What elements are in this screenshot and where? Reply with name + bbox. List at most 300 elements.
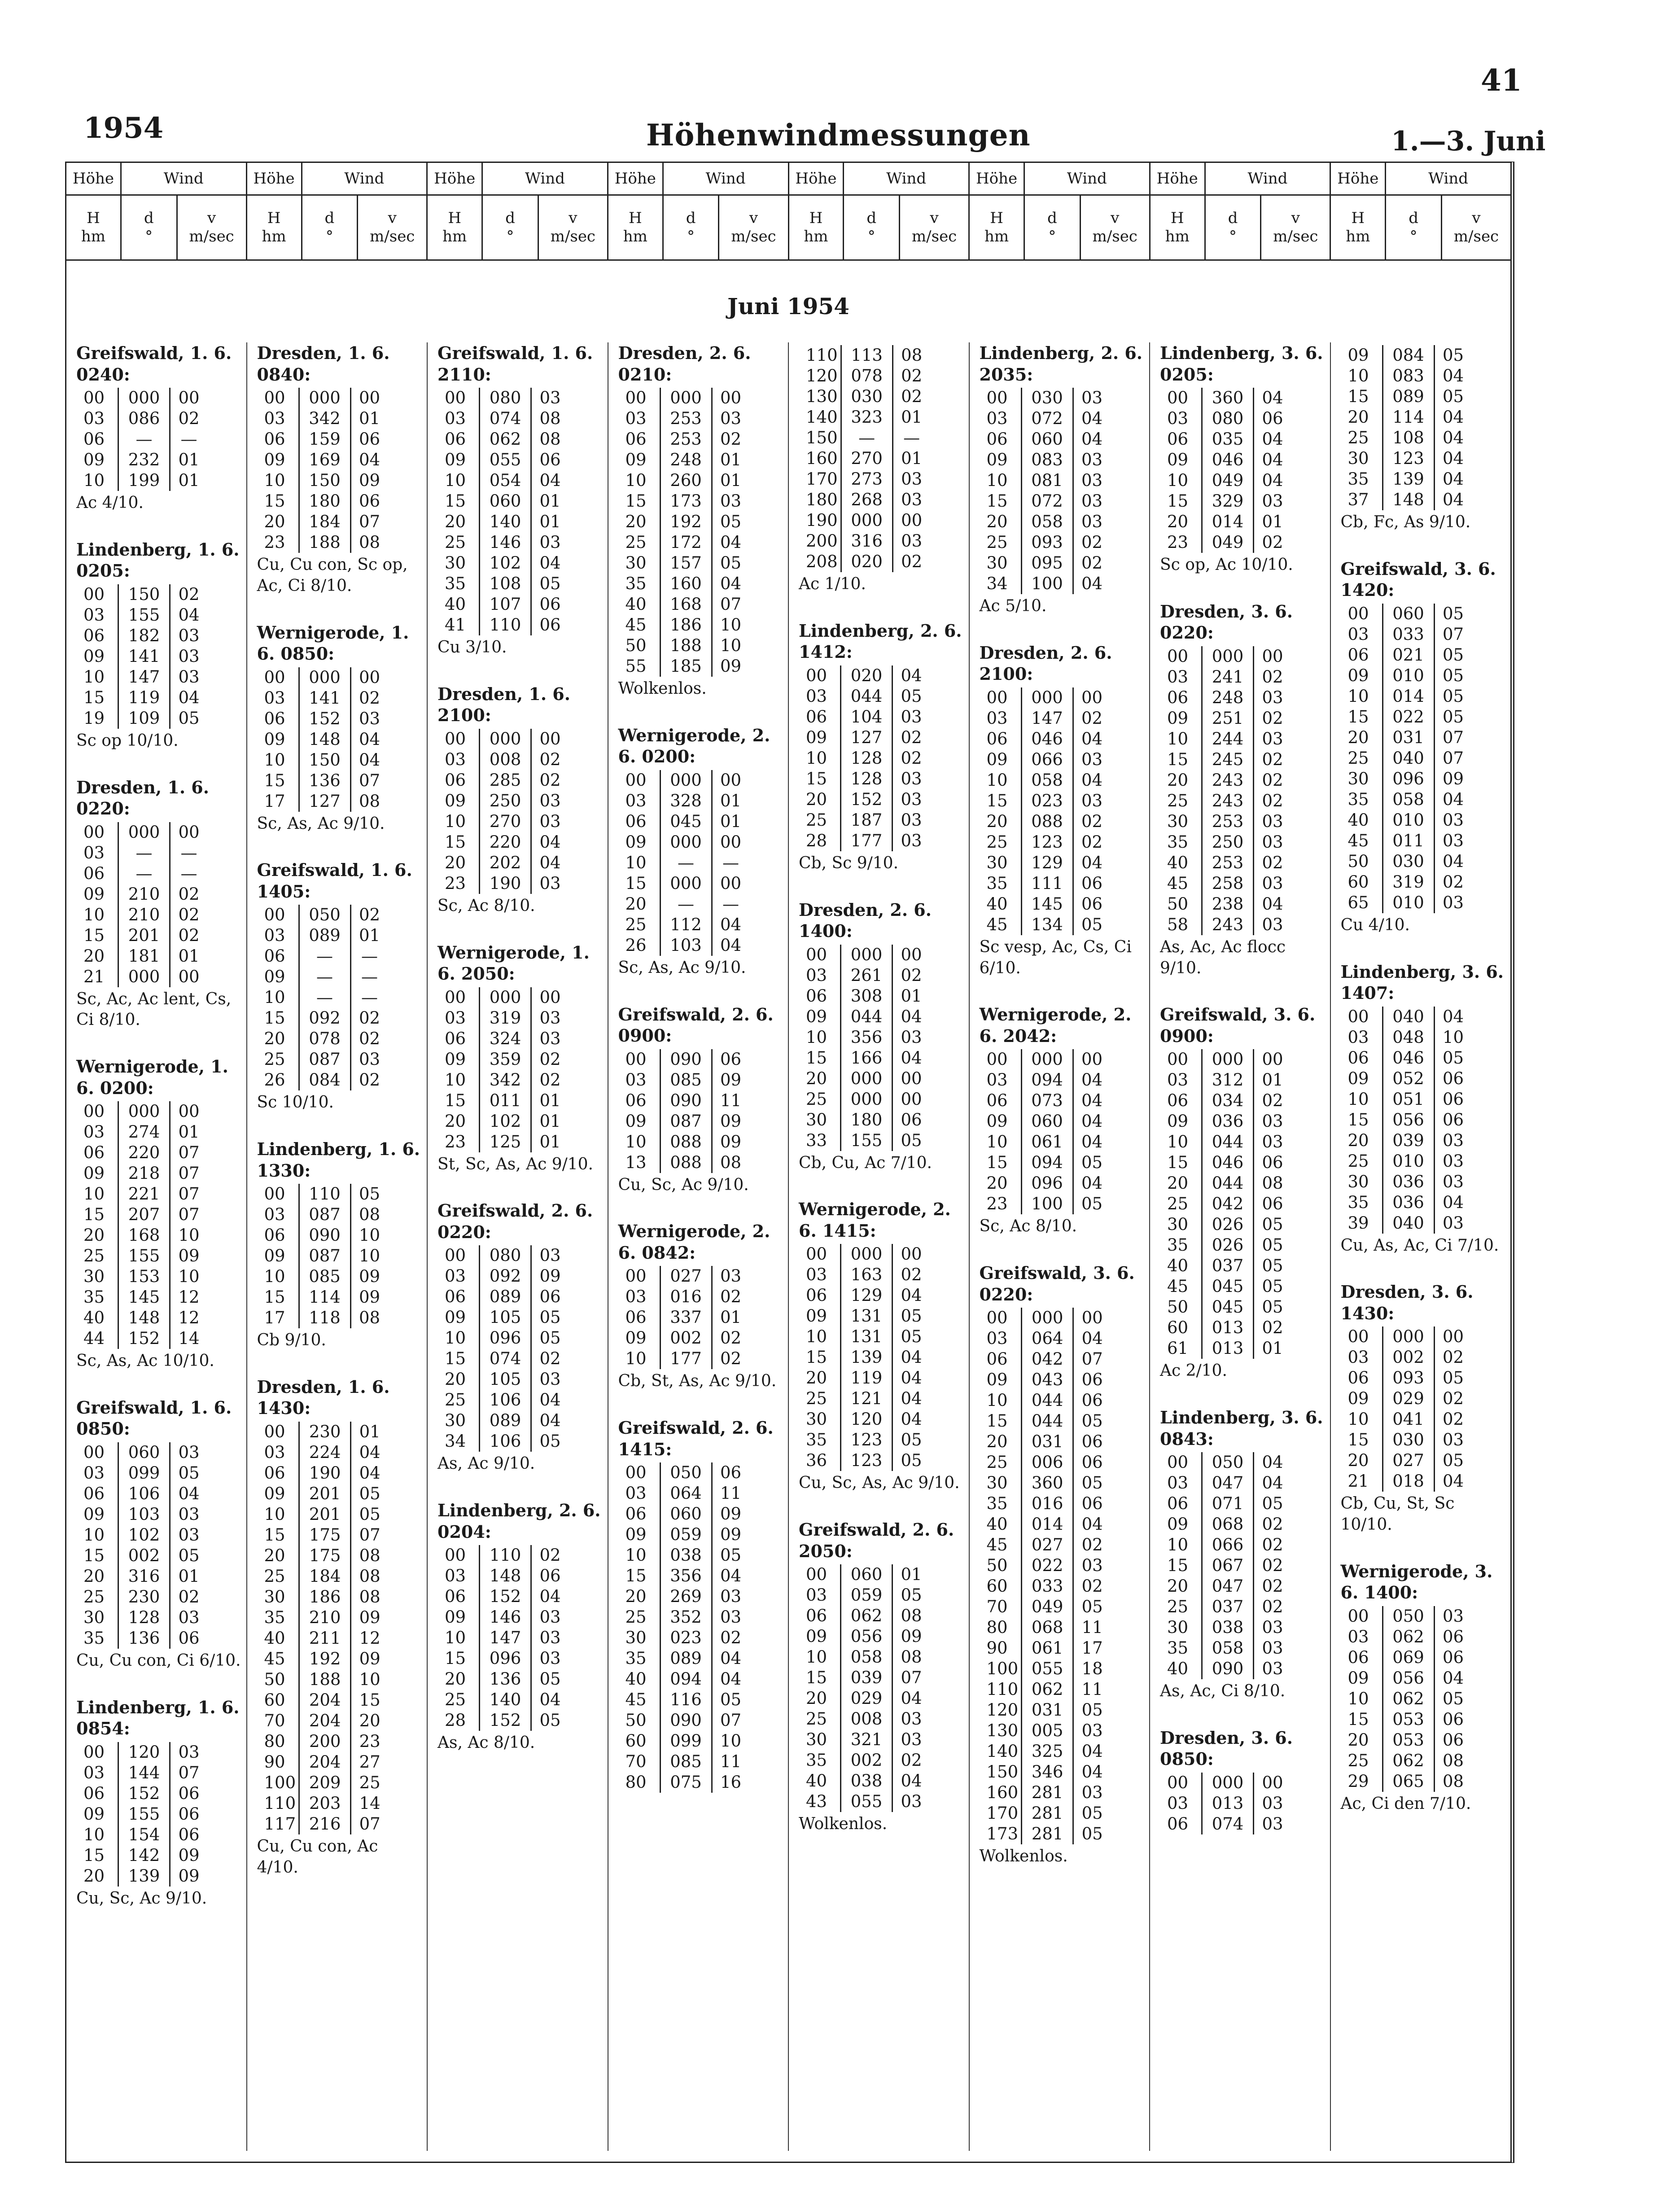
height-cell: 06 [264, 709, 285, 728]
table-row [1164, 1049, 1291, 1070]
height-cell: 60 [1167, 1318, 1189, 1338]
station-block [438, 342, 604, 658]
direction-cell: 147 [480, 1628, 531, 1648]
speed-cell: 06 [1442, 1068, 1464, 1088]
height-cell: 06 [264, 429, 285, 449]
height-cell: 15 [83, 925, 105, 945]
table-row [442, 1545, 569, 1566]
speed-cell: 05 [178, 1545, 200, 1565]
direction-cell: 060 [480, 491, 531, 512]
height-cell: 06 [986, 1349, 1008, 1369]
speed-cell: 05 [539, 1669, 561, 1689]
direction-cell: 142 [118, 1845, 170, 1866]
wind-table [623, 1462, 749, 1793]
height-cell: 10 [1348, 1089, 1369, 1109]
height-cell: 15 [264, 491, 285, 511]
direction-cell: 088 [660, 1132, 712, 1152]
height-cell: 03 [806, 965, 827, 985]
table-row [442, 1710, 569, 1731]
direction-cell: 029 [1382, 1388, 1434, 1409]
speed-cell: 01 [901, 986, 922, 1006]
speed-cell: 03 [901, 1792, 922, 1812]
speed-cell: 05 [1442, 707, 1464, 727]
height-cell: 10 [806, 1027, 827, 1047]
speed-cell: 04 [539, 1690, 561, 1710]
direction-cell: 094 [660, 1669, 712, 1690]
speed-cell: 02 [359, 1029, 381, 1049]
direction-cell: 053 [1382, 1709, 1434, 1730]
speed-cell: 06 [539, 595, 561, 614]
station-title: Wernigerode, 1. 6. 2050: [438, 942, 590, 984]
direction-cell: 329 [1202, 491, 1254, 512]
direction-cell: 060 [1382, 604, 1434, 624]
table-row [81, 1163, 207, 1184]
speed-cell: 06 [1262, 409, 1283, 428]
speed-cell: 04 [1081, 1132, 1103, 1152]
speed-cell: 07 [720, 1711, 742, 1730]
direction-cell: 000 [841, 1068, 892, 1089]
height-cell: 00 [625, 1463, 647, 1483]
height-cell: 06 [83, 1143, 105, 1163]
height-cell: 00 [83, 584, 105, 604]
direction-cell: 187 [841, 810, 892, 831]
direction-cell: 108 [480, 573, 531, 594]
table-row [1345, 1027, 1472, 1048]
speed-cell: 09 [359, 471, 381, 490]
station-title: Lindenberg, 1. 6. 0854: [76, 1697, 240, 1739]
cloud-note: As, Ac 8/10. [438, 1734, 535, 1752]
page-column [969, 342, 1150, 2151]
table-row [442, 1029, 569, 1049]
direction-cell: 023 [1021, 791, 1073, 811]
height-cell: 03 [806, 1585, 827, 1605]
height-cell: 10 [83, 1184, 105, 1204]
height-cell: 45 [986, 915, 1008, 934]
speed-cell: 02 [1262, 533, 1283, 552]
table-row [623, 873, 749, 894]
table-row [984, 532, 1111, 553]
speed-cell: 02 [1081, 1576, 1103, 1596]
table-row [623, 1111, 749, 1132]
direction-cell: 083 [1021, 450, 1073, 470]
speed-cell: 05 [539, 1328, 561, 1348]
direction-cell: 062 [841, 1606, 892, 1626]
direction-cell: 118 [299, 1308, 350, 1328]
table-row [81, 1804, 207, 1825]
table-row [984, 853, 1111, 873]
height-cell: 03 [83, 843, 105, 862]
direction-cell: 000 [841, 945, 892, 965]
speed-cell: 02 [901, 366, 923, 385]
table-row [1164, 749, 1291, 770]
table-row [262, 1545, 389, 1566]
height-cell: 10 [806, 748, 827, 768]
height-cell: 00 [83, 1742, 105, 1762]
speed-cell: 04 [901, 1348, 922, 1367]
height-cell: 35 [1348, 1192, 1369, 1212]
column-header-group [608, 163, 789, 259]
direction-cell: 325 [1022, 1741, 1073, 1762]
page-column [66, 342, 246, 2151]
column-header-group [428, 163, 608, 259]
direction-cell: 031 [1022, 1432, 1073, 1452]
height-cell: 60 [625, 1731, 647, 1751]
direction-cell: 131 [841, 1326, 892, 1347]
table-row [262, 1690, 389, 1711]
height-cell: 15 [1348, 387, 1369, 406]
speed-cell: 04 [1442, 428, 1464, 447]
height-cell: 35 [1167, 1638, 1189, 1658]
station-title: Wernigerode, 2. 6. 1415: [799, 1199, 951, 1241]
height-cell: 10 [806, 1647, 827, 1667]
table-row [803, 386, 930, 407]
speed-cell: 04 [359, 750, 381, 770]
wind-table [984, 1049, 1111, 1214]
direction-cell: 281 [1022, 1782, 1073, 1803]
direction-cell: 087 [299, 1246, 350, 1266]
direction-cell: 043 [1022, 1370, 1073, 1390]
table-row [442, 1648, 569, 1669]
table-row [442, 1607, 569, 1628]
height-cell: 43 [806, 1792, 827, 1812]
speed-cell: 03 [901, 769, 922, 788]
height-cell: 15 [83, 1205, 105, 1225]
table-row [81, 470, 207, 491]
speed-cell: 07 [1442, 624, 1464, 644]
direction-cell: 192 [660, 512, 712, 532]
table-row [984, 429, 1111, 450]
direction-cell: 000 [118, 1101, 170, 1122]
table-row [803, 1007, 930, 1027]
speed-cell: 02 [1081, 811, 1103, 831]
direction-cell: 153 [118, 1266, 170, 1287]
table-row [81, 708, 207, 729]
table-row [803, 1626, 930, 1647]
table-row [1345, 851, 1472, 872]
page-column [1149, 342, 1330, 2151]
table-frame [65, 162, 1514, 2163]
cloud-note: Cu 4/10. [1340, 915, 1410, 934]
table-row [803, 986, 930, 1007]
station-title: Dresden, 1. 6. 2100: [438, 683, 570, 726]
speed-cell: 07 [178, 1184, 200, 1204]
height-cell: 09 [806, 727, 827, 747]
speed-cell: 02 [178, 1587, 200, 1607]
wind-table [623, 770, 749, 956]
speed-cell: 05 [1081, 1194, 1103, 1214]
height-cell: 80 [986, 1618, 1008, 1637]
height-cell: 03 [83, 1122, 105, 1142]
table-row [984, 873, 1111, 894]
speed-cell: 03 [1262, 1814, 1283, 1834]
direction-cell: 010 [1382, 810, 1434, 831]
table-row [1164, 491, 1291, 512]
speed-cell: 09 [720, 1504, 742, 1524]
height-cell: 15 [83, 1845, 105, 1865]
direction-cell: 127 [299, 791, 350, 812]
direction-cell: 136 [118, 1628, 170, 1649]
direction-cell: 155 [118, 1804, 170, 1825]
speed-cell: 08 [1442, 1771, 1464, 1791]
speed-cell: 02 [720, 1328, 742, 1348]
height-cell: 00 [625, 770, 647, 790]
height-cell: 09 [445, 450, 466, 469]
direction-cell: 083 [1382, 366, 1434, 386]
direction-cell: 000 [118, 388, 170, 408]
height-cell: 35 [264, 1607, 285, 1627]
speed-cell: 03 [539, 533, 561, 552]
speed-cell: 02 [901, 748, 922, 768]
direction-cell: 232 [118, 450, 170, 470]
hm-unit: hm [1346, 228, 1370, 245]
table-row [623, 811, 749, 832]
speed-cell: 02 [1442, 1389, 1464, 1409]
ms-unit: m/sec [1092, 228, 1138, 245]
direction-cell: 030 [1382, 851, 1434, 872]
height-cell: 23 [986, 1194, 1008, 1214]
direction-cell: 168 [660, 594, 712, 615]
direction-cell: 106 [480, 1390, 531, 1410]
height-cell: 03 [445, 1566, 466, 1586]
cloud-note: St, Sc, As, Ac 9/10. [438, 1155, 593, 1173]
height-cell: 20 [445, 853, 466, 872]
table-row [442, 512, 569, 532]
speed-cell: 02 [539, 1049, 561, 1069]
cloud-note: Ac 5/10. [979, 597, 1047, 615]
height-cell: 09 [264, 1246, 285, 1266]
table-row [623, 1132, 749, 1152]
direction-cell: 034 [1202, 1090, 1254, 1111]
table-row [803, 1027, 930, 1048]
speed-cell: 01 [539, 1132, 561, 1151]
speed-cell: 05 [720, 1690, 742, 1710]
table-row [442, 1586, 569, 1607]
height-cell: 03 [986, 1329, 1008, 1348]
height-cell: 50 [625, 636, 647, 655]
speed-cell: 04 [539, 471, 561, 490]
table-row [1345, 810, 1472, 831]
height-cell: 09 [1167, 1515, 1189, 1534]
direction-cell: 248 [1202, 687, 1254, 708]
height-cell: 30 [83, 1607, 105, 1627]
table-row [1164, 1132, 1291, 1152]
table-row [1164, 1576, 1291, 1597]
speed-cell: 03 [720, 409, 742, 428]
table-row [803, 1450, 930, 1471]
height-cell: 180 [806, 490, 838, 509]
direction-cell: 026 [1202, 1214, 1254, 1235]
speed-cell: 03 [1081, 1783, 1103, 1803]
direction-cell: 085 [299, 1266, 350, 1287]
speed-cell: 12 [178, 1308, 200, 1328]
height-cell: 35 [1167, 832, 1189, 852]
speed-cell: 03 [1081, 749, 1103, 769]
speed-cell: 00 [1262, 646, 1283, 666]
height-cell: 06 [1167, 1814, 1189, 1834]
speed-cell: 00 [1081, 687, 1103, 707]
direction-cell: 261 [841, 965, 892, 986]
speed-cell: 02 [901, 1751, 922, 1770]
speed-cell: 05 [1262, 1235, 1283, 1255]
direction-cell: 014 [1382, 686, 1434, 707]
height-cell: 25 [806, 1089, 827, 1109]
table-row [262, 1070, 388, 1090]
height-cell: 20 [83, 1226, 105, 1245]
speed-cell: 09 [901, 1627, 922, 1646]
table-row [442, 1328, 569, 1348]
column-header-group [970, 163, 1151, 259]
wind-table [1164, 388, 1291, 553]
table-row [984, 1555, 1111, 1576]
speed-cell: 03 [1262, 1618, 1283, 1637]
direction-cell: 210 [118, 884, 170, 905]
direction-cell: 096 [480, 1648, 531, 1669]
height-cell: 10 [1167, 471, 1189, 490]
height-cell: 00 [1348, 1327, 1369, 1347]
height-cell: 15 [264, 1525, 285, 1545]
direction-cell: 030 [1382, 1430, 1434, 1450]
table-row [81, 388, 207, 408]
direction-cell: 018 [1382, 1471, 1434, 1492]
height-cell: 09 [625, 832, 647, 852]
speed-cell: 03 [539, 1029, 561, 1048]
speed-cell: 00 [1442, 1327, 1464, 1347]
height-cell: 09 [445, 1308, 466, 1327]
direction-cell: 052 [1382, 1068, 1434, 1089]
height-cell: 20 [625, 1587, 647, 1607]
height-cell: 09 [1348, 1068, 1369, 1088]
table-row [1345, 407, 1472, 428]
direction-cell: 000 [841, 510, 892, 531]
speed-cell: 01 [720, 471, 742, 490]
height-cell: 15 [806, 1668, 827, 1688]
direction-cell: 116 [660, 1690, 712, 1710]
table-row [984, 1824, 1111, 1844]
direction-cell: 060 [660, 1504, 712, 1524]
height-cell: 40 [625, 1669, 647, 1689]
height-cell: 15 [445, 1349, 466, 1369]
speed-cell: 00 [539, 729, 561, 749]
direction-cell: 000 [1202, 646, 1254, 667]
height-cell: 06 [806, 1286, 827, 1305]
height-cell: 30 [1348, 1172, 1369, 1191]
speed-cell: 03 [1081, 450, 1103, 469]
height-cell: 44 [83, 1329, 105, 1348]
speed-cell: 03 [1442, 893, 1464, 912]
table-row [442, 1070, 569, 1090]
table-row [623, 1307, 749, 1328]
direction-cell: 069 [1382, 1647, 1434, 1668]
table-row [803, 1089, 930, 1110]
height-cell: 06 [986, 429, 1008, 449]
station-title: Wernigerode, 2. 6. 2042: [979, 1004, 1132, 1046]
station-title: Wernigerode, 1. 6. 0850: [257, 622, 409, 664]
speed-cell: 02 [1081, 708, 1103, 728]
table-row [1345, 386, 1472, 407]
table-row [623, 1152, 749, 1173]
ms-unit: m/sec [189, 228, 234, 245]
table-row [1345, 645, 1472, 665]
direction-cell: 125 [480, 1132, 531, 1152]
station-block [1341, 558, 1507, 936]
direction-cell: 281 [1022, 1803, 1073, 1824]
height-cell: 06 [806, 1606, 827, 1626]
speed-cell: 02 [1442, 1410, 1464, 1429]
height-cell: 06 [1348, 1647, 1369, 1667]
direction-cell: 188 [660, 635, 712, 656]
height-cell: 00 [445, 1545, 466, 1565]
height-cell: 03 [625, 1484, 647, 1503]
height-cell: 25 [1167, 1597, 1189, 1617]
wind-table [623, 1266, 749, 1369]
cloud-note: Cb, Cu, St, Sc 10/10. [1340, 1494, 1455, 1534]
table-row [262, 791, 388, 812]
station-title: Dresden, 2. 6. 1400: [799, 899, 932, 941]
speed-cell: 03 [720, 1607, 742, 1627]
height-cell: 25 [1348, 428, 1369, 447]
station-block [76, 1397, 243, 1672]
direction-cell: 356 [660, 1566, 712, 1586]
speed-cell: 02 [1262, 1597, 1283, 1617]
speed-cell: 05 [901, 1130, 922, 1150]
direction-cell: 260 [660, 470, 712, 491]
speed-cell: 06 [1442, 1110, 1464, 1129]
speed-cell: 04 [539, 1411, 561, 1431]
speed-cell: 01 [539, 512, 561, 531]
height-cell: 06 [1167, 687, 1189, 707]
direction-cell: 148 [299, 729, 350, 750]
direction-cell: 087 [299, 1049, 350, 1070]
direction-cell: 184 [299, 1566, 351, 1587]
speed-cell: 04 [1081, 429, 1103, 449]
table-row [1164, 1111, 1291, 1132]
speed-cell: 04 [1442, 1668, 1464, 1688]
direction-cell: 270 [841, 448, 892, 469]
speed-cell: 00 [359, 667, 381, 687]
table-row [1164, 1173, 1291, 1194]
table-row [984, 1659, 1111, 1679]
direction-cell: 078 [299, 1029, 350, 1049]
direction-cell: 139 [118, 1866, 170, 1887]
direction-cell: 044 [1202, 1132, 1254, 1152]
speed-cell: 03 [539, 1628, 561, 1648]
d-label: d [1409, 209, 1418, 228]
table-row [442, 388, 569, 408]
table-row [623, 853, 749, 873]
height-cell: 45 [1167, 873, 1189, 893]
height-cell: 03 [264, 688, 285, 708]
table-row [262, 1225, 388, 1246]
direction-cell: 060 [1021, 1111, 1073, 1132]
height-cell: 20 [264, 1029, 285, 1049]
direction-cell: 150 [299, 750, 350, 770]
direction-cell: 186 [299, 1587, 351, 1607]
station-block [980, 1004, 1146, 1237]
table-row [623, 470, 749, 491]
table-row [1345, 1430, 1472, 1450]
station-title: Dresden, 3. 6. 1430: [1340, 1282, 1474, 1323]
table-row [803, 665, 930, 686]
table-row [984, 1049, 1111, 1070]
table-row [442, 594, 569, 615]
direction-cell: 014 [1022, 1514, 1073, 1535]
speed-cell: 06 [720, 1463, 742, 1483]
height-cell: 20 [986, 811, 1008, 831]
table-row [262, 1752, 389, 1773]
speed-cell: 03 [1262, 1659, 1283, 1679]
table-row [1164, 1090, 1291, 1111]
direction-cell: 210 [299, 1607, 351, 1628]
